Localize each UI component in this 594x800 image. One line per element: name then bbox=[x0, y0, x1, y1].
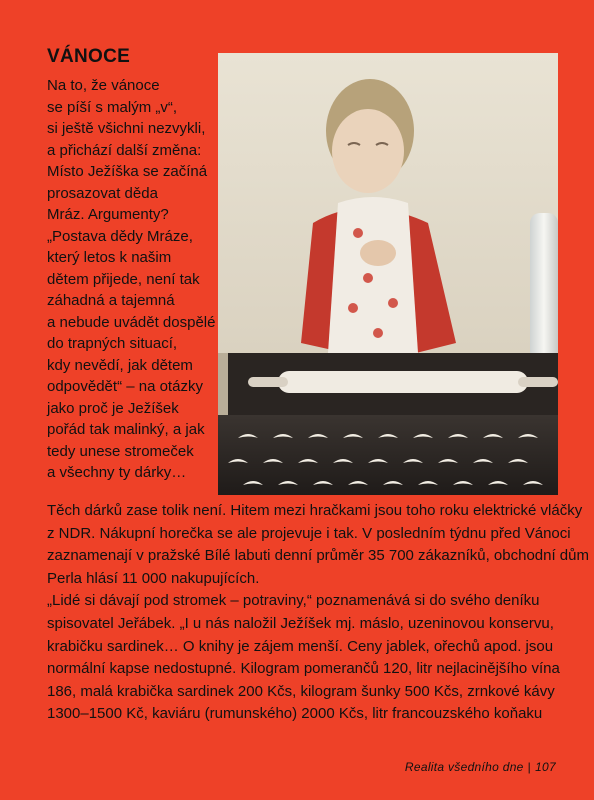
photo-child-baking bbox=[218, 53, 558, 495]
apron bbox=[328, 197, 418, 353]
text-line: si ještě všichni nezvykli, bbox=[47, 120, 206, 137]
milk-bottle bbox=[530, 213, 558, 361]
text-line: Mráz. Argumenty? bbox=[47, 206, 169, 223]
text-line: se píší s malým „v“, bbox=[47, 98, 178, 116]
rolling-pin bbox=[278, 371, 528, 393]
face bbox=[332, 109, 404, 193]
text-line: Těch dárků zase tolik není. Hitem mezi hračkami jsou toho roku elektrické vláčky bbox=[47, 502, 583, 519]
text-line: záhadná a tajemná bbox=[47, 292, 175, 309]
text-line: Místo Ježíška se začíná bbox=[47, 163, 208, 180]
text-line: tedy unese stromeček bbox=[47, 442, 194, 460]
text-line: a přichází další změna: bbox=[47, 141, 202, 159]
text-line: odpovědět“ – na otázky bbox=[47, 378, 203, 395]
page-number: 107 bbox=[535, 760, 556, 774]
text-line: kdy nevědí, jak dětem bbox=[47, 356, 193, 374]
text-line: „Postava dědy Mráze, bbox=[47, 227, 193, 245]
photo-illustration bbox=[218, 53, 558, 495]
text-line: a všechny ty dárky… bbox=[47, 464, 187, 481]
text-line: z NDR. Nákupní horečka se ale projevuje i tak. V posledním týdnu před Vánoci bbox=[47, 524, 571, 542]
text-line: 1300–1500 Kč, kaviáru (rumunského) 2000 Kčs, litr francouzského koňaku bbox=[47, 705, 543, 723]
body-paragraphs bbox=[47, 500, 589, 726]
text-line: zaznamenají v pražské Bílé labuti denní průměr 35 700 zákazníků, obchodní dům bbox=[47, 547, 589, 565]
text-line: pořád tak malinký, a jak bbox=[47, 421, 205, 438]
text-line: normální kapse nedostupné. Kilogram pomerančů 120, litr nejlacinějšího vína bbox=[47, 660, 560, 678]
text-line: dětem přijede, není tak bbox=[47, 270, 200, 288]
text-line: „Lidé si dávají pod stromek – potraviny,“ poznamenává si do svého deníku bbox=[47, 592, 540, 610]
footer-separator: | bbox=[527, 760, 532, 774]
page-footer bbox=[405, 760, 556, 774]
text-line: 186, malá krabička sardinek 200 Kčs, kilogram šunky 500 Kčs, zrnkové kávy bbox=[47, 682, 555, 700]
text-line: Perla hlásí 11 000 nakupujících. bbox=[47, 569, 260, 587]
intro-paragraph bbox=[47, 75, 215, 484]
text-line: do trapných situací, bbox=[47, 335, 178, 352]
text-line: Na to, že vánoce bbox=[47, 77, 160, 94]
text-line: spisovatel Jeřábek. „I u nás naložil Ježíšek mj. máslo, uzeninovou konservu, bbox=[47, 614, 554, 632]
running-section-title: Realita všedního dne bbox=[404, 760, 524, 774]
text-line: prosazovat děda bbox=[47, 184, 158, 202]
text-line: a nebude uvádět dospělé bbox=[47, 313, 216, 331]
text-line: který letos k našim bbox=[47, 249, 172, 266]
text-line: jako proč je Ježíšek bbox=[47, 399, 179, 417]
section-title: VÁNOCE bbox=[47, 46, 131, 67]
text-line: krabičku sardinek… O knihy je zájem menší. Ceny jablek, ořechů apod. jsou bbox=[47, 637, 554, 655]
